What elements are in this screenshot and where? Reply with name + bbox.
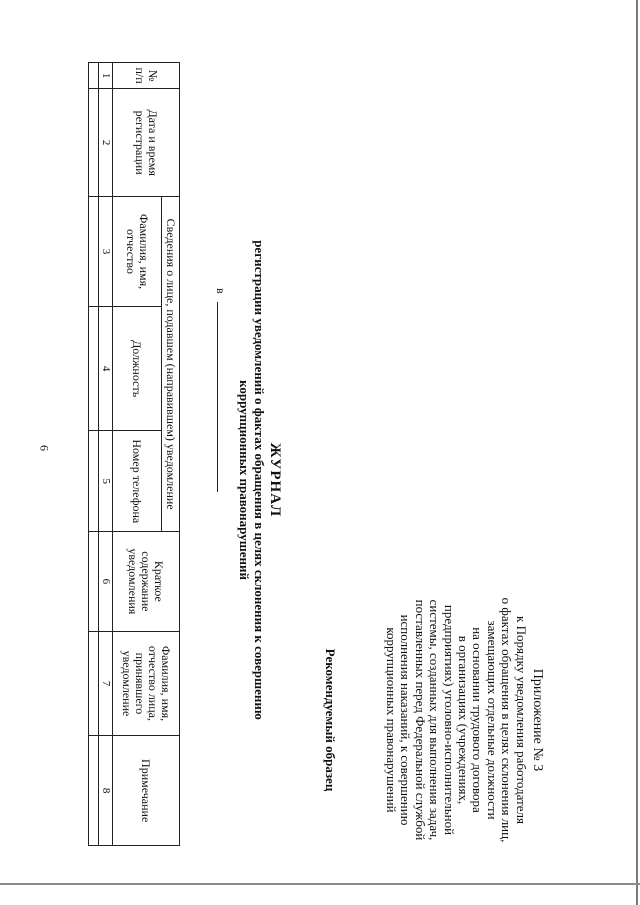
column-number: 4: [99, 306, 113, 431]
table-row: [89, 63, 99, 846]
column-number: 1: [99, 63, 113, 89]
column-number-row: [99, 63, 113, 846]
header-number: № п/п: [113, 63, 180, 89]
header-fio: Фамилия, имя, отчество: [113, 197, 162, 307]
header-phone: Номер телефона: [113, 431, 162, 532]
column-number: 7: [99, 631, 113, 736]
appendix-line: замещающих отдельные должности: [484, 620, 500, 820]
appendix-line: системы, созданных для выполнения задач,: [427, 599, 443, 841]
column-number: 8: [99, 736, 113, 846]
empty-cell: [89, 431, 99, 532]
appendix-line: исполнения наказаний, к совершению: [398, 614, 414, 826]
empty-cell: [89, 736, 99, 846]
appendix-line: о фактах обращения в целях склонения лиц,: [499, 597, 515, 843]
journal-title-block: [237, 240, 282, 720]
column-number: 5: [99, 431, 113, 532]
empty-cell: [89, 306, 99, 431]
journal-table: [88, 62, 180, 846]
header-receiver: Фамилия, имя, отчество лица, принявшего уведомление: [113, 631, 180, 736]
empty-cell: [89, 89, 99, 197]
column-number: 2: [99, 89, 113, 197]
in-prefix: в: [214, 288, 228, 294]
organization-line: [213, 288, 230, 492]
header-group: Сведения о лице, подавшем (направившем) уведомление: [162, 197, 180, 532]
header-note: Примечание: [113, 736, 180, 846]
empty-cell: [89, 532, 99, 631]
sample-label: Рекомендуемый образец: [323, 648, 338, 792]
appendix-line: коррупционных правонарушений: [383, 627, 399, 813]
empty-cell: [89, 63, 99, 89]
appendix-line: предприятиях) уголовно-исполнительной: [441, 604, 457, 836]
header-date: Дата и время регистрации: [113, 89, 180, 197]
page-number: 6: [37, 445, 52, 451]
appendix-line: на основании трудового договора: [470, 627, 486, 813]
appendix-line: к Порядку уведомления работодателя: [513, 616, 529, 824]
organization-blank: [217, 302, 230, 492]
journal-subtitle: регистрации уведомлений о фактах обращения в целях склонения к совершению: [252, 240, 267, 720]
appendix-line: поставленных перед Федеральной службой: [412, 599, 428, 841]
appendix-title: Приложение № 3: [530, 668, 545, 772]
header-position: Должность: [113, 306, 162, 431]
appendix-line: в организациях (учреждениях,: [455, 635, 471, 805]
appendix-block: [384, 555, 544, 885]
empty-cell: [89, 631, 99, 736]
column-number: 3: [99, 197, 113, 307]
column-number: 6: [99, 532, 113, 631]
journal-title: ЖУРНАЛ: [267, 442, 283, 518]
journal-subtitle-2: коррупционных правонарушений: [237, 380, 252, 580]
header-summary: Краткое содержание уведомления: [113, 532, 180, 631]
empty-cell: [89, 197, 99, 307]
header-row: [162, 63, 180, 846]
